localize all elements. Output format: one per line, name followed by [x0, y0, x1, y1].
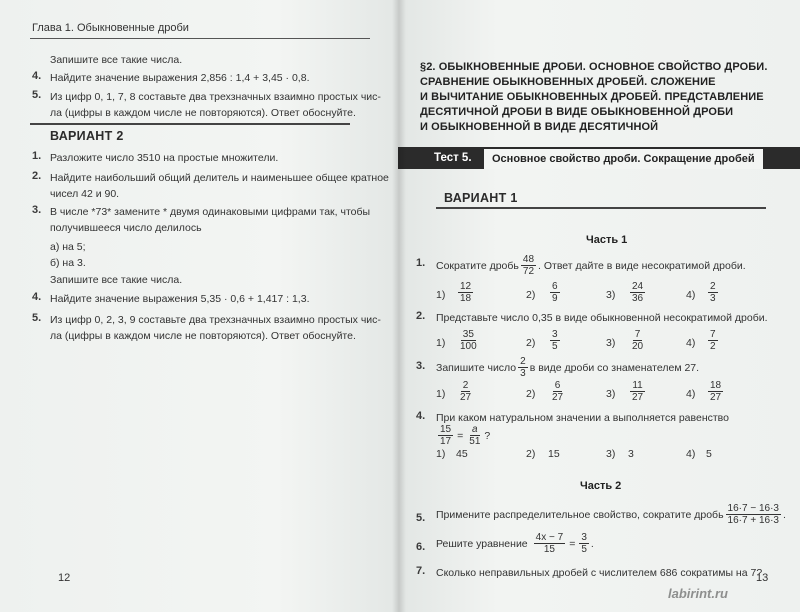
- question-1: [436, 254, 746, 277]
- option-fraction: [630, 329, 645, 352]
- numerator: 12: [460, 281, 472, 292]
- option-label: 4): [686, 388, 696, 400]
- denominator: 51: [469, 436, 481, 447]
- text-line: Из цифр 0, 2, 3, 9 составьте два трехзначных взаимно простых чис-: [50, 314, 381, 326]
- option-fraction: [630, 380, 645, 403]
- option-fraction: [630, 281, 645, 304]
- denominator: 27: [710, 392, 722, 403]
- option-value: 45: [456, 448, 468, 460]
- answer-options: [436, 446, 776, 464]
- option-label: 1): [436, 289, 446, 301]
- text-line: чисел 42 и 90.: [50, 188, 120, 200]
- section-title-line: И ВЫЧИТАНИЕ ОБЫКНОВЕННЫХ ДРОБЕЙ. ПРЕДСТАВЛЕНИЕ: [420, 91, 764, 103]
- numerator: 2: [462, 380, 469, 391]
- test-title: Основное свойство дроби. Сокращение дробей: [484, 149, 763, 169]
- numerator: 3: [552, 329, 558, 340]
- question-text: Сократите дробь: [436, 259, 519, 272]
- part-title: Часть 1: [586, 234, 628, 246]
- question-text: Решите уравнение: [436, 537, 528, 550]
- option-label: 4): [686, 337, 696, 349]
- fraction: [726, 503, 781, 526]
- option-fraction: [458, 329, 479, 352]
- option-label: 4): [686, 289, 696, 301]
- denominator: 27: [552, 392, 564, 403]
- variant-title: ВАРИАНТ 1: [444, 191, 518, 205]
- option-fraction: [550, 281, 560, 304]
- test-label: Тест 5.: [434, 152, 472, 164]
- header-rule: [30, 38, 370, 39]
- numerator: a: [472, 424, 478, 435]
- option-label: 4): [686, 448, 696, 460]
- text-line: а) на 5;: [50, 241, 86, 253]
- question-3: [436, 356, 699, 379]
- option-label: 2): [526, 337, 536, 349]
- question-text: .: [782, 508, 786, 521]
- denominator: 3: [520, 368, 526, 379]
- page-number: 13: [756, 572, 769, 584]
- numerator: 16·7 − 16·3: [727, 503, 779, 514]
- option-label: 3): [606, 337, 616, 349]
- option-label: 1): [436, 388, 446, 400]
- item-number: 5.: [32, 312, 42, 324]
- option-label: 2): [526, 388, 536, 400]
- question-number: 7.: [416, 565, 426, 577]
- item-number: 2.: [32, 170, 42, 182]
- option-fraction: [458, 281, 473, 304]
- numerator: 48: [522, 254, 535, 265]
- numerator: 24: [632, 281, 644, 292]
- denominator: 20: [632, 341, 644, 352]
- option-value: 15: [548, 448, 560, 460]
- question-6: [436, 532, 594, 555]
- text-line: Запишите все такие числа.: [50, 274, 183, 286]
- text-line: Разложите число 3510 на простые множители.: [50, 152, 279, 164]
- option-label: 1): [436, 337, 446, 349]
- denominator: 5: [552, 341, 558, 352]
- equals-sign: =: [457, 429, 464, 442]
- text-line: Найдите значение выражения 5,35 · 0,6 + 1,417 : 1,3.: [50, 293, 310, 305]
- left-page: [0, 0, 398, 612]
- denominator: 27: [460, 392, 472, 403]
- numerator: 4x − 7: [535, 532, 564, 543]
- denominator: 2: [710, 341, 716, 352]
- section-title-line: §2. ОБЫКНОВЕННЫЕ ДРОБИ. ОСНОВНОЕ СВОЙСТВО ДРОБИ.: [420, 61, 768, 73]
- numerator: 15: [440, 424, 452, 435]
- option-fraction: [458, 380, 473, 403]
- answer-options: [436, 281, 776, 309]
- text-line: В числе *73* замените * двумя одинаковыми цифрами так, чтобы: [50, 206, 371, 218]
- text-line: ла (цифры в каждом числе не повторяются). Ответ обоснуйте.: [50, 107, 356, 119]
- numerator: 6: [552, 281, 558, 292]
- option-fraction: [550, 380, 565, 403]
- question-text: . Ответ дайте в виде несократимой дроби.: [538, 259, 746, 272]
- watermark: labirint.ru: [668, 586, 728, 601]
- option-fraction: [550, 329, 560, 352]
- question-text: При каком натуральном значении a выполняется равенство: [436, 412, 729, 424]
- question-5: [436, 503, 786, 526]
- answer-options: [436, 380, 776, 408]
- item-number: 5.: [32, 89, 42, 101]
- numerator: 3: [581, 532, 587, 543]
- chapter-header: Глава 1. Обыкновенные дроби: [32, 22, 189, 34]
- variant-rule: [436, 207, 766, 209]
- numerator: 35: [462, 329, 474, 340]
- question-text: Запишите число: [436, 361, 517, 374]
- item-number: 4.: [32, 70, 42, 82]
- fraction: [579, 532, 589, 555]
- text-line: Запишите все такие числа.: [50, 54, 183, 66]
- item-number: 3.: [32, 204, 42, 216]
- option-label: 3): [606, 388, 616, 400]
- denominator: 9: [552, 293, 558, 304]
- denominator: 16·7 + 16·3: [727, 515, 779, 526]
- question-number: 1.: [416, 257, 426, 269]
- text-line: Найдите наибольший общий делитель и наименьшее общее кратное: [50, 172, 389, 184]
- variant-rule: [30, 123, 350, 125]
- text-line: ла (цифры в каждом числе не повторяются). Ответ обоснуйте.: [50, 330, 356, 342]
- variant-title: ВАРИАНТ 2: [50, 129, 124, 143]
- option-value: 5: [706, 448, 712, 460]
- fraction: [534, 532, 566, 555]
- denominator: 3: [710, 293, 716, 304]
- option-fraction: [708, 380, 723, 403]
- book-gutter: [392, 0, 406, 612]
- numerator: 7: [634, 329, 641, 340]
- denominator: 36: [632, 293, 644, 304]
- denominator: 15: [543, 544, 555, 555]
- numerator: 7: [710, 329, 716, 340]
- numerator: 18: [710, 380, 722, 391]
- numerator: 2: [520, 356, 526, 367]
- section-title-line: СРАВНЕНИЕ ОБЫКНОВЕННЫХ ДРОБЕЙ. СЛОЖЕНИЕ: [420, 76, 716, 88]
- question-text: в виде дроби со знаменателем 27.: [529, 361, 700, 374]
- fraction: [438, 424, 453, 447]
- fraction: [467, 424, 482, 447]
- text-line: Из цифр 0, 1, 7, 8 составьте два трехзначных взаимно простых чис-: [50, 91, 381, 103]
- fraction: [518, 356, 528, 379]
- option-label: 3): [606, 448, 616, 460]
- section-title-line: И ОБЫКНОВЕННОЙ В ВИДЕ ДЕСЯТИЧНОЙ: [420, 121, 659, 133]
- question-number: 2.: [416, 310, 426, 322]
- option-label: 2): [526, 289, 536, 301]
- answer-options: [436, 329, 776, 357]
- numerator: 11: [632, 380, 643, 391]
- text-line: Найдите значение выражения 2,856 : 1,4 + 3,45 · 0,8.: [50, 72, 310, 84]
- denominator: 100: [460, 341, 477, 352]
- numerator: 6: [554, 380, 561, 391]
- question-text: Представьте число 0,35 в виде обыкновенной несократимой дроби.: [436, 312, 768, 324]
- equals-sign: =: [569, 537, 576, 550]
- question-number: 3.: [416, 360, 426, 372]
- question-text: Сколько неправильных дробей с числителем 686 сократимы на 7?: [436, 567, 763, 579]
- item-number: 1.: [32, 150, 42, 162]
- section-title-line: ДЕСЯТИЧНОЙ ДРОБИ В ВИДЕ ОБЫКНОВЕННОЙ ДРОБИ: [420, 106, 734, 118]
- denominator: 17: [440, 436, 452, 447]
- question-text: .: [590, 537, 594, 550]
- denominator: 27: [632, 392, 644, 403]
- denominator: 72: [522, 266, 535, 277]
- question-mark: ?: [484, 429, 491, 442]
- page-number: 12: [58, 572, 71, 584]
- option-label: 1): [436, 448, 446, 460]
- numerator: 2: [710, 281, 716, 292]
- option-label: 2): [526, 448, 536, 460]
- right-page: [398, 0, 800, 612]
- question-number: 6.: [416, 541, 426, 553]
- text-line: б) на 3.: [50, 257, 86, 269]
- question-text: Примените распределительное свойство, сократите дробь: [436, 508, 724, 521]
- item-number: 4.: [32, 291, 42, 303]
- fraction: [521, 254, 536, 277]
- text-line: получившееся число делилось: [50, 222, 202, 234]
- question-number: 4.: [416, 410, 426, 422]
- option-value: 3: [628, 448, 634, 460]
- option-label: 3): [606, 289, 616, 301]
- denominator: 18: [460, 293, 472, 304]
- part-title: Часть 2: [580, 480, 622, 492]
- equation: [436, 424, 490, 447]
- denominator: 5: [581, 544, 587, 555]
- option-fraction: [708, 281, 718, 304]
- option-fraction: [708, 329, 718, 352]
- question-number: 5.: [416, 512, 426, 524]
